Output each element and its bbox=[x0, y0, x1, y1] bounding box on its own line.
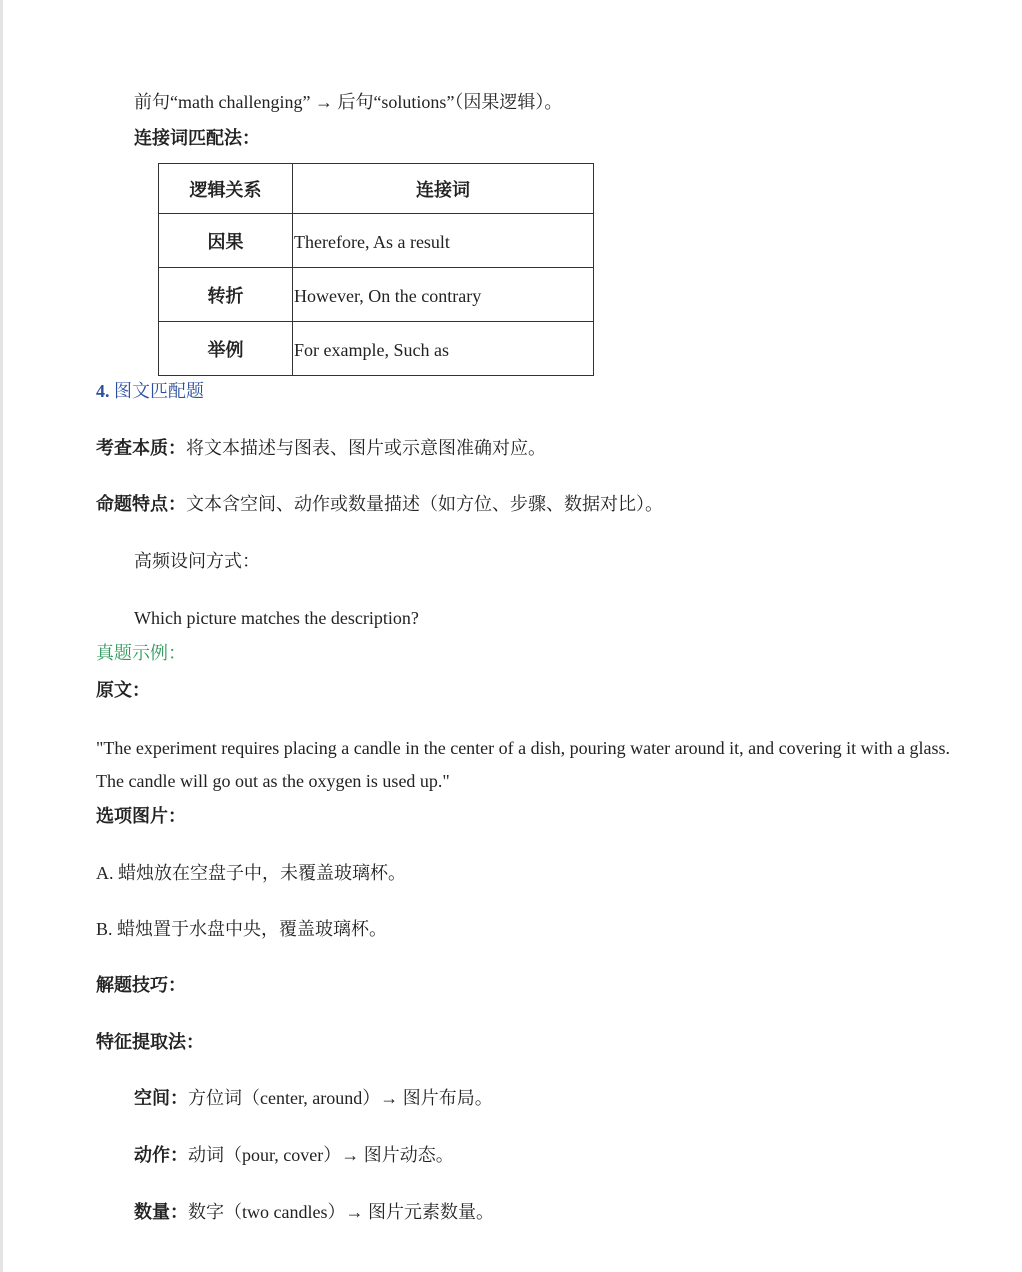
table-row bbox=[159, 268, 594, 322]
tip-label: 空间： bbox=[134, 1088, 188, 1108]
features-line bbox=[96, 492, 663, 516]
table-header-words: 连接词 bbox=[293, 164, 594, 214]
essence-label: 考查本质： bbox=[96, 438, 186, 458]
table-cell-words: For example, Such as bbox=[293, 322, 594, 376]
question-text: Which picture matches the description? bbox=[134, 608, 419, 628]
table-cell-relation: 转折 bbox=[159, 268, 293, 322]
option-b: B. 蜡烛置于水盘中央，覆盖玻璃杯。 bbox=[96, 919, 388, 939]
table-cell-relation: 举例 bbox=[159, 322, 293, 376]
conjunction-table bbox=[158, 163, 594, 376]
example-label: 真题示例： bbox=[96, 643, 186, 663]
feature-extract-label: 特征提取法： bbox=[96, 1032, 204, 1052]
tip-spatial bbox=[134, 1086, 493, 1110]
tip-quantity bbox=[134, 1200, 494, 1224]
section-4-heading bbox=[96, 379, 204, 403]
table-cell-words: However, On the contrary bbox=[293, 268, 594, 322]
tip-text: 方位词（center, around）→ 图片布局。 bbox=[188, 1088, 493, 1108]
tip-text: 数字（two candles）→ 图片元素数量。 bbox=[188, 1202, 494, 1222]
features-label: 命题特点： bbox=[96, 494, 186, 514]
tip-label: 数量： bbox=[134, 1202, 188, 1222]
table-cell-words: Therefore, As a result bbox=[293, 214, 594, 268]
options-label: 选项图片： bbox=[96, 806, 186, 826]
table-row bbox=[159, 322, 594, 376]
original-label: 原文： bbox=[96, 680, 150, 700]
section-number: 4. bbox=[96, 381, 110, 401]
table-header-relation: 逻辑关系 bbox=[159, 164, 293, 214]
original-text: "The experiment requires placing a candle in the center of a dish, pouring water around it, and covering it with a glass. The candle will go out as the oxygen is used up." bbox=[96, 738, 951, 791]
conj-method-heading: 连接词匹配法： bbox=[134, 128, 260, 148]
table-row bbox=[159, 214, 594, 268]
section-title: 图文匹配题 bbox=[114, 381, 204, 401]
features-text: 文本含空间、动作或数量描述（如方位、步骤、数据对比）。 bbox=[186, 494, 663, 514]
tip-text: 动词（pour, cover）→ 图片动态。 bbox=[188, 1145, 454, 1165]
tips-label: 解题技巧： bbox=[96, 975, 186, 995]
essence-line bbox=[96, 436, 546, 460]
high-freq-label: 高频设问方式： bbox=[134, 551, 260, 571]
essence-text: 将文本描述与图表、图片或示意图准确对应。 bbox=[186, 438, 546, 458]
option-a: A. 蜡烛放在空盘子中，未覆盖玻璃杯。 bbox=[96, 863, 406, 883]
table-header-row bbox=[159, 164, 594, 214]
page-edge bbox=[0, 0, 3, 1272]
intro-line: 前句“math challenging” → 后句“solutions”（因果逻辑）。 bbox=[134, 92, 563, 112]
tip-action bbox=[134, 1143, 454, 1167]
tip-label: 动作： bbox=[134, 1145, 188, 1165]
table-cell-relation: 因果 bbox=[159, 214, 293, 268]
